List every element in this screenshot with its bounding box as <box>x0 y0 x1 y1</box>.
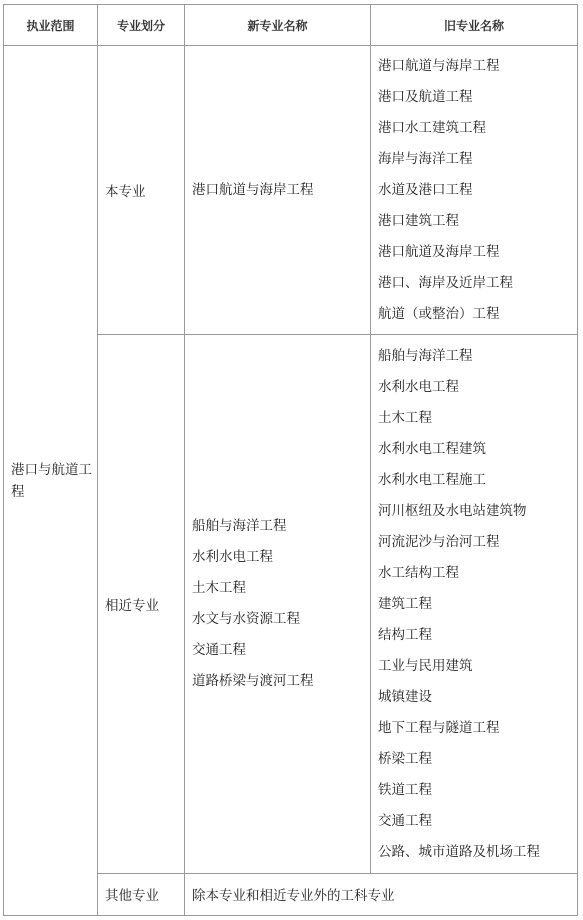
old-name-item: 结构工程 <box>378 626 432 643</box>
old-name-item: 船舶与海洋工程 <box>378 347 473 364</box>
new-names-related <box>185 335 371 873</box>
header-new-name: 新专业名称 <box>185 5 371 46</box>
old-name-item: 交通工程 <box>378 812 432 829</box>
old-name-item: 河流泥沙与治河工程 <box>378 533 500 550</box>
old-name-item: 港口建筑工程 <box>378 212 459 229</box>
old-name-item: 公路、城市道路及机场工程 <box>378 843 540 860</box>
old-name-item: 水道及港口工程 <box>378 181 473 198</box>
category-main-label: 本专业 <box>105 184 146 201</box>
scope-text: 港口与航道工程 <box>11 461 92 500</box>
old-name-item: 水利水电工程施工 <box>378 471 486 488</box>
header-old-name: 旧专业名称 <box>371 5 578 46</box>
new-name-item: 道路桥梁与渡河工程 <box>192 673 314 690</box>
old-name-item: 港口水工建筑工程 <box>378 119 486 136</box>
old-name-item: 港口航道及海岸工程 <box>378 243 500 260</box>
old-name-item: 水工结构工程 <box>378 564 459 581</box>
old-names-main-list <box>371 47 577 334</box>
major-classification-table <box>3 4 578 916</box>
old-name-item: 工业与民用建筑 <box>378 657 473 674</box>
old-name-item: 港口及航道工程 <box>378 88 473 105</box>
new-names-main <box>185 46 371 335</box>
other-description <box>185 873 578 915</box>
category-other-label: 其他专业 <box>105 888 159 905</box>
table-row-main <box>4 46 578 335</box>
new-name-item: 船舶与海洋工程 <box>192 518 287 535</box>
old-name-item: 河川枢纽及水电站建筑物 <box>378 502 527 519</box>
header-row <box>4 5 578 46</box>
old-name-item: 航道（或整治）工程 <box>378 305 500 322</box>
old-names-related-list <box>371 337 577 872</box>
old-name-item: 土木工程 <box>378 409 432 426</box>
table-body <box>4 46 578 916</box>
new-name-item: 交通工程 <box>192 642 246 659</box>
new-names-related-list <box>185 511 370 697</box>
old-name-item: 水利水电工程建筑 <box>378 440 486 457</box>
new-name-item: 港口航道与海岸工程 <box>192 181 314 198</box>
new-name-item: 土木工程 <box>192 580 246 597</box>
header-division: 专业划分 <box>98 5 185 46</box>
category-main <box>98 46 185 335</box>
header-scope: 执业范围 <box>4 5 98 46</box>
old-names-main <box>371 46 578 335</box>
scope-cell <box>4 46 98 916</box>
old-names-related <box>371 335 578 873</box>
category-related <box>98 335 185 873</box>
table-header <box>4 5 578 46</box>
old-name-item: 港口、海岸及近岸工程 <box>378 274 513 291</box>
old-name-item: 城镇建设 <box>378 688 432 705</box>
new-names-main-list <box>185 175 370 206</box>
new-name-item: 水利水电工程 <box>192 549 273 566</box>
new-name-item: 水文与水资源工程 <box>192 611 300 628</box>
old-name-item: 建筑工程 <box>378 595 432 612</box>
old-name-item: 铁道工程 <box>378 781 432 798</box>
old-name-item: 水利水电工程 <box>378 378 459 395</box>
category-related-label: 相近专业 <box>105 598 159 615</box>
old-name-item: 地下工程与隧道工程 <box>378 719 500 736</box>
other-description-text: 除本专业和相近专业外的工科专业 <box>192 888 395 905</box>
category-other <box>98 873 185 915</box>
old-name-item: 桥梁工程 <box>378 750 432 767</box>
old-name-item: 港口航道与海岸工程 <box>378 57 500 74</box>
old-name-item: 海岸与海洋工程 <box>378 150 473 167</box>
